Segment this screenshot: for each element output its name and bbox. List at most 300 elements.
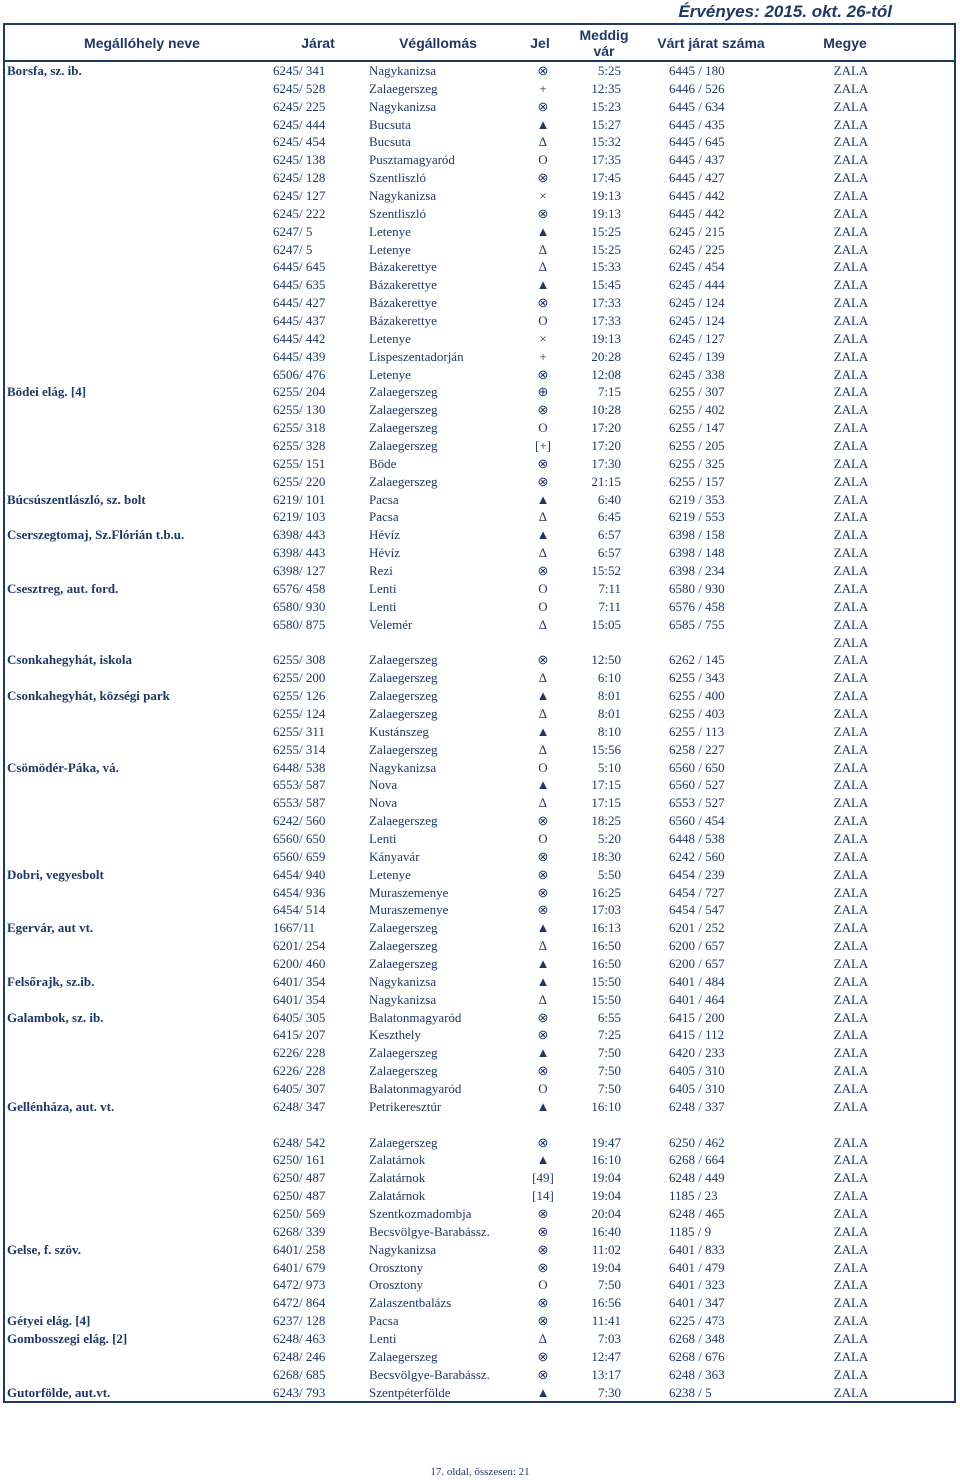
table-row [5,223,954,241]
destination: Zalaegerszeg [369,438,438,454]
destination: Zalaegerszeg [369,384,438,400]
route-number: 6405/ 307 [273,1080,326,1096]
symbol: ⊗ [537,473,549,489]
symbol: ⊗ [537,1348,549,1364]
symbol: ⊗ [537,1313,549,1329]
county: ZALA [833,330,869,346]
county: ZALA [833,509,869,525]
table-row [5,866,954,884]
awaited-route: 6398 / 158 [669,527,725,543]
county: ZALA [833,223,869,239]
route-number: 6445/ 437 [273,313,326,329]
route-number: 6255/ 204 [273,384,326,400]
destination: Zalaegerszeg [369,420,438,436]
table-row [5,1026,954,1044]
wait-time: 12:08 [591,366,621,382]
county: ZALA [833,277,869,293]
county: ZALA [833,63,869,78]
header-stop: Megállóhely neve [84,34,200,51]
destination: Hévíz [369,527,401,543]
wait-time: 6:10 [597,670,621,686]
symbol: ∆ [539,670,547,686]
symbol: ⊗ [537,98,549,114]
county: ZALA [833,1277,869,1293]
county: ZALA [833,491,869,507]
route-number: 6255/ 328 [273,438,326,454]
wait-time: 19:04 [591,1259,621,1275]
awaited-route: 6200 / 657 [669,955,725,971]
stop-name: Gétyei elág. [4] [7,1313,91,1329]
wait-time: 17:35 [591,152,621,168]
symbol: ⊗ [537,455,549,471]
route-number: 6248/ 542 [273,1134,326,1150]
county: ZALA [833,1152,869,1168]
table-row [5,98,954,116]
destination: Orosztony [369,1259,424,1275]
destination: Lenti [369,580,397,596]
destination: Letenye [369,241,411,257]
county: ZALA [833,616,869,632]
symbol: ⊗ [537,170,549,186]
symbol: ⊗ [537,1223,549,1239]
destination: Rezi [369,563,393,579]
symbol: ▲ [536,1384,550,1400]
table-row [5,991,954,1009]
county: ZALA [833,598,869,614]
table-body [5,62,954,1401]
header-route: Járat [301,34,335,51]
symbol: ⊗ [537,652,549,668]
awaited-route: 6401 / 464 [669,991,725,1007]
wait-time: 15:05 [591,616,621,632]
table-row [5,455,954,473]
symbol: O [538,1277,548,1293]
symbol: O [538,420,548,436]
destination: Lenti [369,830,397,846]
stop-name: Búcsúszentlászló, sz. bolt [7,491,146,507]
awaited-route: 6445 / 645 [669,134,725,150]
table-row [5,419,954,437]
route-number: 6245/ 528 [273,80,326,96]
route-number: 6580/ 930 [273,598,326,614]
route-number: 6226/ 228 [273,1045,326,1061]
awaited-route: 6255 / 147 [669,420,725,436]
county: ZALA [833,759,869,775]
symbol: ⊕ [537,384,549,400]
table-row [5,276,954,294]
table-row [5,687,954,705]
county: ZALA [833,1223,869,1239]
stop-name: Gutorfölde, aut.vt. [7,1384,111,1400]
awaited-route: 6580 / 930 [669,580,725,596]
wait-time: 19:04 [591,1170,621,1186]
stop-name: Felsőrajk, sz.ib. [7,973,95,989]
wait-time: 17:45 [591,170,621,186]
stop-name: Csömödér-Páka, vá. [7,759,119,775]
table-row [5,526,954,544]
wait-time: 19:13 [591,205,621,221]
awaited-route: 6250 / 462 [669,1134,725,1150]
route-number: 6401/ 258 [273,1241,326,1257]
wait-time: 6:55 [597,1009,621,1025]
awaited-route: 6245 / 124 [669,313,725,329]
wait-time: 5:25 [597,63,621,78]
wait-time: 7:11 [598,598,621,614]
stop-name: Gombosszegi elág. [2] [7,1331,128,1347]
route-number: 6248/ 347 [273,1098,326,1114]
destination: Zalaegerszeg [369,688,438,704]
county: ZALA [833,1045,869,1061]
symbol: ⊗ [537,402,549,418]
destination: Zalaszentbalázs [369,1295,452,1311]
table-row [5,580,954,598]
symbol: ▲ [536,955,550,971]
symbol: × [539,330,547,346]
route-number: 6250/ 487 [273,1188,326,1204]
destination: Keszthely [369,1027,421,1043]
awaited-route: 6445 / 180 [669,63,725,78]
stop-name: Bödei elág. [4] [7,384,87,400]
table-row [5,1062,954,1080]
county: ZALA [833,473,869,489]
awaited-route: 6445 / 437 [669,152,725,168]
awaited-route: 6585 / 755 [669,616,725,632]
stop-name: Gelse, f. szöv. [7,1241,82,1257]
route-number: 6401/ 354 [273,991,326,1007]
county: ZALA [833,420,869,436]
county: ZALA [833,580,869,596]
county: ZALA [833,402,869,418]
awaited-route: 6262 / 145 [669,652,725,668]
route-number: 6255/ 130 [273,402,326,418]
wait-time: 7:50 [597,1277,621,1293]
awaited-route: 6245 / 225 [669,241,725,257]
route-number: 6268/ 685 [273,1366,326,1382]
table-row [5,151,954,169]
table-row [5,491,954,509]
table-row [5,116,954,134]
wait-time: 15:33 [591,259,621,275]
wait-time: 17:33 [591,295,621,311]
awaited-route: 6405 / 310 [669,1063,725,1079]
county: ZALA [833,116,869,132]
stop-name: Cserszegtomaj, Sz.Flórián t.b.u. [7,527,185,543]
awaited-route: 6454 / 239 [669,866,725,882]
route-number: 6445/ 439 [273,348,326,364]
wait-time: 16:10 [591,1152,621,1168]
destination: Zalaegerszeg [369,938,438,954]
county: ZALA [833,938,869,954]
wait-time: 19:13 [591,188,621,204]
table-row [5,812,954,830]
symbol: O [538,152,548,168]
table-row [5,830,954,848]
symbol: ▲ [536,491,550,507]
destination: Bázakerettye [369,295,437,311]
awaited-route: 6454 / 727 [669,884,725,900]
symbol: ⊗ [537,1063,549,1079]
symbol: ⊗ [537,1366,549,1382]
table-row [5,473,954,491]
symbol: ⊗ [537,813,549,829]
awaited-route: 6219 / 553 [669,509,725,525]
county: ZALA [833,955,869,971]
awaited-route: 6445 / 634 [669,98,725,114]
symbol: ▲ [536,777,550,793]
stop-name: Csesztreg, aut. ford. [7,580,119,596]
route-number: 6255/ 311 [273,723,325,739]
county: ZALA [833,1170,869,1186]
route-number: 6255/ 220 [273,473,326,489]
wait-time: 7:50 [597,1045,621,1061]
symbol: ▲ [536,116,550,132]
table-row [5,723,954,741]
destination: Zalaegerszeg [369,813,438,829]
awaited-route: 6248 / 449 [669,1170,725,1186]
awaited-route: 6401 / 833 [669,1241,725,1257]
route-number: 1667/11 [273,920,316,936]
destination: Velemér [369,616,413,632]
table-row [5,401,954,419]
awaited-route: 6248 / 337 [669,1098,725,1114]
symbol: ∆ [539,509,547,525]
county: ZALA [833,527,869,543]
table-row [5,1348,954,1366]
header-county: Megye [823,34,867,51]
destination: Nova [369,795,398,811]
awaited-route: 6255 / 402 [669,402,725,418]
county: ZALA [833,866,869,882]
table-row [5,1294,954,1312]
awaited-route: 6258 / 227 [669,741,725,757]
destination: Bázakerettye [369,259,437,275]
route-number: 6553/ 587 [273,777,326,793]
table-row [5,776,954,794]
symbol: ▲ [536,1152,550,1168]
table-row [5,1312,954,1330]
symbol: ⊗ [537,848,549,864]
destination: Szentpéterfölde [369,1384,451,1400]
wait-time: 17:33 [591,313,621,329]
county: ZALA [833,741,869,757]
wait-time: 8:01 [597,688,621,704]
table-row [5,1223,954,1241]
table-row [5,973,954,991]
awaited-route: 6415 / 200 [669,1009,725,1025]
county: ZALA [833,295,869,311]
route-number: 6255/ 314 [273,741,326,757]
awaited-route: 6255 / 343 [669,670,725,686]
destination: Letenye [369,866,411,882]
symbol: ∆ [539,991,547,1007]
destination: Szentkozmadombja [369,1206,472,1221]
wait-time: 15:27 [591,116,621,132]
county: ZALA [833,1241,869,1257]
wait-time: 16:50 [591,938,621,954]
wait-time: 16:25 [591,884,621,900]
county: ZALA [833,1188,869,1204]
awaited-route: 6242 / 560 [669,848,725,864]
route-number: 6245/ 454 [273,134,326,150]
symbol: ⊗ [537,1241,549,1257]
destination: Szentliszló [369,205,427,221]
wait-time: 12:50 [591,652,621,668]
destination: Zalatárnok [369,1188,426,1204]
awaited-route: 6445 / 435 [669,116,725,132]
table-row [5,848,954,866]
destination: Nagykanizsa [369,188,437,204]
awaited-route: 6415 / 112 [669,1027,725,1043]
awaited-route: 6398 / 234 [669,563,725,579]
wait-time: 11:41 [591,1313,621,1329]
symbol: + [539,80,547,96]
awaited-route: 6445 / 427 [669,170,725,186]
destination: Zalaegerszeg [369,705,438,721]
awaited-route: 6238 / 5 [669,1384,712,1400]
wait-time: 19:04 [591,1188,621,1204]
wait-time: 7:30 [597,1384,621,1400]
route-number: 6255/ 126 [273,688,326,704]
destination: Pusztamagyaród [369,152,455,168]
symbol: ▲ [536,1098,550,1114]
route-number: 6398/ 443 [273,527,326,543]
symbol: ⊗ [537,884,549,900]
awaited-route: 6255 / 325 [669,455,725,471]
destination: Lenti [369,1331,397,1347]
table-row [5,937,954,955]
county: ZALA [833,188,869,204]
wait-time: 16:50 [591,955,621,971]
table-row [5,1151,954,1169]
route-number: 6255/ 124 [273,705,326,721]
table-row [5,62,954,80]
symbol: ⊗ [537,563,549,579]
symbol: O [538,759,548,775]
wait-time: 18:30 [591,848,621,864]
route-number: 6245/ 127 [273,188,326,204]
wait-time: 17:20 [591,420,621,436]
awaited-route: 6225 / 473 [669,1313,725,1329]
destination: Muraszemenye [369,902,449,918]
awaited-route: 6255 / 157 [669,473,725,489]
route-number: 6219/ 101 [273,491,326,507]
county: ZALA [833,1098,869,1114]
table-header [5,25,954,62]
destination: Petrikeresztúr [369,1098,442,1114]
symbol: ∆ [539,616,547,632]
wait-time: 15:50 [591,973,621,989]
awaited-route: 6560 / 650 [669,759,725,775]
destination: Nagykanizsa [369,759,437,775]
county: ZALA [833,705,869,721]
table-row [5,669,954,687]
symbol: ∆ [539,705,547,721]
destination: Zalaegerszeg [369,402,438,418]
destination: Lispeszentadorján [369,348,464,364]
awaited-route: 6245 / 139 [669,348,725,364]
destination: Zalaegerszeg [369,920,438,936]
table-row [5,544,954,562]
table-row [5,705,954,723]
county: ZALA [833,152,869,168]
route-number: 6445/ 635 [273,277,326,293]
awaited-route: 6454 / 547 [669,902,725,918]
destination: Nova [369,777,398,793]
wait-time: 7:03 [597,1331,621,1347]
table-row [5,187,954,205]
county: ZALA [833,830,869,846]
route-number: 6255/ 151 [273,455,326,471]
destination: Zalaegerszeg [369,80,438,96]
table-row [5,1134,954,1152]
county: ZALA [833,991,869,1007]
wait-time: 6:40 [597,491,621,507]
route-number: 6245/ 341 [273,63,326,78]
awaited-route: 6245 / 338 [669,366,725,382]
destination: Zalaegerszeg [369,473,438,489]
county: ZALA [833,848,869,864]
wait-time: 6:45 [597,509,621,525]
symbol: ▲ [536,688,550,704]
table-row [5,437,954,455]
county: ZALA [833,241,869,257]
wait-time: 7:11 [598,580,621,596]
destination: Kányavár [369,848,420,864]
wait-time: 12:35 [591,80,621,96]
county: ZALA [833,688,869,704]
county: ZALA [833,777,869,793]
route-number: 6268/ 339 [273,1223,326,1239]
county: ZALA [833,98,869,114]
symbol: ▲ [536,527,550,543]
county: ZALA [833,348,869,364]
route-number: 6445/ 645 [273,259,326,275]
county: ZALA [833,1027,869,1043]
county: ZALA [833,259,869,275]
wait-time: 15:45 [591,277,621,293]
destination: Nagykanizsa [369,991,437,1007]
table-row [5,901,954,919]
header-destination: Végállomás [399,34,477,51]
route-number: 6398/ 443 [273,545,326,561]
route-number: 6405/ 305 [273,1009,326,1025]
symbol: ∆ [539,741,547,757]
route-number: 6245/ 128 [273,170,326,186]
destination: Zalatárnok [369,1170,426,1186]
wait-time: 6:57 [597,545,621,561]
table-row [5,651,954,669]
table-row [5,1187,954,1205]
route-number: 6255/ 308 [273,652,326,668]
table-row [5,1366,954,1384]
wait-time: 19:47 [591,1134,621,1150]
table-row [5,598,954,616]
route-number: 6454/ 936 [273,884,326,900]
county: ZALA [833,313,869,329]
county: ZALA [833,1366,869,1382]
awaited-route: 6268 / 664 [669,1152,725,1168]
awaited-route: 6553 / 527 [669,795,725,811]
table-row [5,562,954,580]
stop-name: Dobri, vegyesbolt [7,866,104,882]
wait-time: 19:13 [591,330,621,346]
wait-time: 17:15 [591,795,621,811]
validity-date: Érvényes: 2015. okt. 26-tól [678,2,892,21]
table-row [5,794,954,812]
awaited-route: 6560 / 454 [669,813,725,829]
symbol: ∆ [539,938,547,954]
table-row [5,241,954,259]
